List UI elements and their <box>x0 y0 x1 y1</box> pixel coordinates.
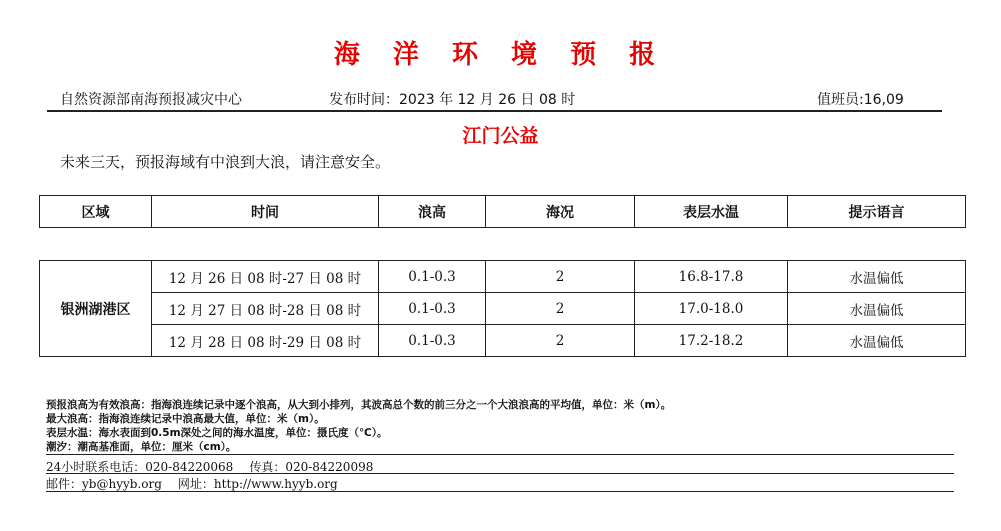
publish-time: 发布时间：2023 年 12 月 26 日 08 时 <box>329 92 576 108</box>
location-title: 江门公益 <box>462 125 539 147</box>
wave-cell: 0.1-0.3 <box>379 325 486 357</box>
col-header-wave: 浪高 <box>379 196 486 228</box>
issuing-center: 自然资源部南海预报减灾中心 <box>60 92 242 108</box>
contact-website: 网址：http://www.hyyb.org <box>177 477 338 491</box>
temp-cell: 17.2-18.2 <box>635 325 788 357</box>
footer-divider <box>46 491 954 492</box>
time-cell: 12 月 26 日 08 时-27 日 08 时 <box>152 261 379 293</box>
footer-divider <box>46 473 954 474</box>
col-header-tip: 提示语言 <box>788 196 966 228</box>
tip-cell: 水温偏低 <box>788 325 966 357</box>
page-title: 海 洋 环 境 预 报 <box>333 40 668 70</box>
wave-cell: 0.1-0.3 <box>379 293 486 325</box>
col-header-time: 时间 <box>152 196 379 228</box>
footer-divider <box>46 454 954 455</box>
col-header-area: 区域 <box>40 196 152 228</box>
contact-phone: 24小时联系电话：020-84220068 <box>46 460 234 474</box>
note-tide: 潮汐：潮高基准面，单位：厘米（cm）。 <box>46 441 237 453</box>
table-row <box>40 261 966 293</box>
temp-cell: 17.0-18.0 <box>635 293 788 325</box>
table-row <box>40 325 966 357</box>
note-max-wave: 最大浪高：指海浪连续记录中浪高最大值，单位：米（m）。 <box>46 413 325 425</box>
time-cell: 12 月 28 日 08 时-29 日 08 时 <box>152 325 379 357</box>
note-wave-height: 预报浪高为有效浪高：指海浪连续记录中逐个浪高，从大到小排列，其波高总个数的前三分之一个大浪浪高的平均值，单位：米（m）。 <box>46 399 672 411</box>
table-row <box>40 293 966 325</box>
temp-cell: 16.8-17.8 <box>635 261 788 293</box>
table-header <box>39 195 966 228</box>
contact-web-line <box>46 475 338 492</box>
sea-cell: 2 <box>486 325 635 357</box>
tip-cell: 水温偏低 <box>788 261 966 293</box>
forecast-notice: 未来三天，预报海域有中浪到大浪，请注意安全。 <box>60 153 391 171</box>
area-cell: 银洲湖港区 <box>40 261 152 357</box>
sea-cell: 2 <box>486 261 635 293</box>
col-header-temp: 表层水温 <box>635 196 788 228</box>
contact-email: 邮件：yb@hyyb.org <box>46 477 162 491</box>
header-divider <box>47 110 942 112</box>
note-surface-temp: 表层水温：海水表面到0.5m深处之间的海水温度，单位：摄氏度（℃）。 <box>46 427 388 439</box>
tip-cell: 水温偏低 <box>788 293 966 325</box>
sea-cell: 2 <box>486 293 635 325</box>
wave-cell: 0.1-0.3 <box>379 261 486 293</box>
contact-fax: 传真：020-84220098 <box>249 460 374 474</box>
forecast-table <box>39 260 966 357</box>
time-cell: 12 月 27 日 08 时-28 日 08 时 <box>152 293 379 325</box>
duty-officer: 值班员:16,09 <box>817 92 904 108</box>
col-header-sea: 海况 <box>486 196 635 228</box>
